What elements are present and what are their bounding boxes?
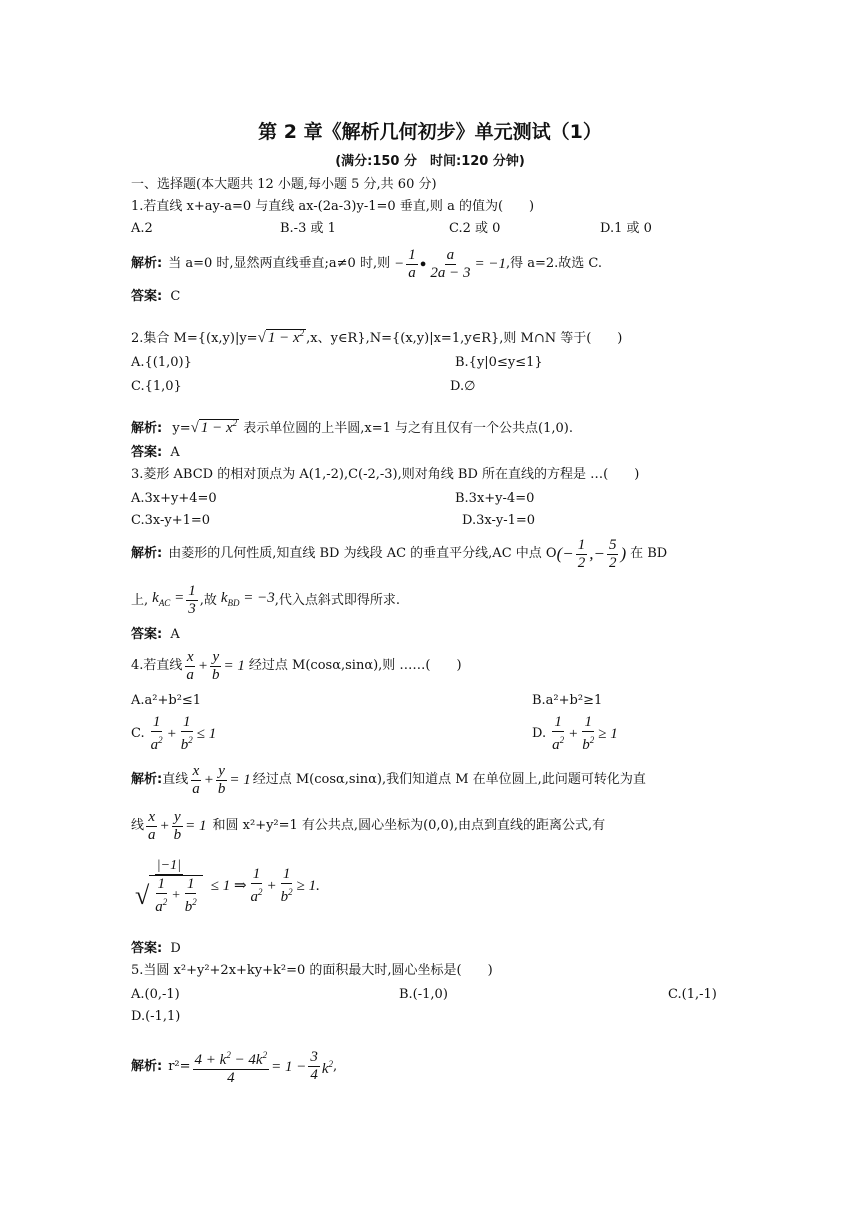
q4-stem-text-a: 4.若直线: [131, 658, 183, 673]
q3-answer: [131, 626, 180, 644]
analysis-label: 解析:: [131, 421, 163, 436]
q4-option-d-row: D. $\frac{1}{a^2}$ + $\frac{1}{b^2}$ ≥ 1: [532, 714, 618, 753]
q4-analysis-line2: 线 $\frac{x}{a}$ + $\frac{y}{b}$ = 1 和圆 x²+y²=1 有公共点,圆心坐标为(0,0),由点到直线的距离公式,有: [131, 806, 605, 846]
q4-analysis-line1: 解析: 直线 $\frac{x}{a}$ + $\frac{y}{b}$ = 1 经过点 M(cosα,sinα),我们知道点 M 在单位圆上,此问题可转化为直: [131, 760, 646, 800]
q1-analysis: 解析: 当 a=0 时,显然两直线垂直;a≠0 时,则 − $\frac{1}{a}$ ● $\frac{a}{2a - 3}$ = −1 ,得 a=2.故选 C.: [131, 244, 602, 284]
q3-stem: 3.菱形 ABCD 的相对顶点为 A(1,-2),C(-2,-3),则对角线 BD 所在直线的方程是 …( ): [131, 467, 640, 482]
q4-option-c: C.: [131, 726, 145, 741]
q1-answer: [131, 288, 180, 306]
q3-analysis-text-e: ,代入点斜式即得所求.: [274, 592, 401, 608]
q2-stem: 2.集合 M={(x,y)|y=√ $1 - x^2$ ,x、y∈R},N={(x,y)|x=1,y∈R},则 M∩N 等于( ): [131, 328, 623, 346]
q2-option-a: A.{(1,0)}: [131, 355, 192, 370]
q5-analysis: 解析: r²= $\frac{4 + k^2 - 4k^2}{4}$ = 1 − $\frac{3}{4}$ $k^2$ ,: [131, 1042, 337, 1091]
q2-option-b: B.{y|0≤y≤1}: [455, 355, 543, 370]
q5-option-d: D.(-1,1): [131, 1009, 181, 1024]
q4-stem-text-b: 经过点 M(cosα,sinα),则 ……( ): [248, 658, 462, 673]
q4-analysis-text-a: 直线: [162, 772, 189, 787]
answer-label: 答案:: [131, 445, 163, 460]
section-heading: 一、选择题(本大题共 12 小题,每小题 5 分,共 60 分): [131, 177, 437, 192]
q1-analysis-text-b: ,得 a=2.故选 C.: [505, 256, 603, 271]
q2-answer-value: A: [170, 445, 180, 460]
q3-analysis-text-d: ,故: [199, 592, 217, 608]
q2-stem-text-a: 2.集合 M={(x,y)|y=: [131, 331, 258, 346]
q4-stem: 4.若直线 $\frac{x}{a}$ + $\frac{y}{b}$ = 1 经过点 M(cosα,sinα),则 ……( ): [131, 646, 462, 686]
q2-option-d: D.∅: [450, 379, 476, 394]
q4-option-d: D.: [532, 726, 547, 741]
q2-analysis-text-a: y=: [172, 421, 191, 436]
q3-option-d: D.3x-y-1=0: [462, 513, 536, 528]
q4-analysis-text-c: 线: [131, 818, 145, 833]
q3-answer-value: A: [170, 627, 180, 642]
q5-stem: 5.当圆 x²+y²+2x+ky+k²=0 的面积最大时,圆心坐标是( ): [131, 963, 493, 978]
q3-analysis-text-c: 上,: [131, 592, 149, 608]
q3-option-c: C.3x-y+1=0: [131, 513, 211, 528]
q1-option-a: A.2: [131, 221, 153, 236]
q5-analysis-text-b: ,: [333, 1058, 338, 1074]
q4-analysis-text-b: 经过点 M(cosα,sinα),我们知道点 M 在单位圆上,此问题可转化为直: [252, 772, 646, 787]
q4-answer-value: D: [170, 941, 181, 956]
q3-option-a: A.3x+y+4=0: [131, 491, 217, 506]
q1-option-b: B.-3 或 1: [280, 221, 336, 236]
page-title: 第 2 章《解析几何初步》单元测试（1）: [258, 121, 602, 143]
q2-analysis: 解析: y=√ $1 - x^2$ 表示单位圆的上半圆,x=1 与之有且仅有一个公共点(1,0).: [131, 418, 573, 436]
q1-answer-value: C: [170, 289, 181, 304]
page-subtitle: (满分:150 分 时间:120 分钟): [335, 154, 525, 169]
q4-analysis-text-d: 和圆 x²+y²=1 有公共点,圆心坐标为(0,0),由点到直线的距离公式,有: [212, 818, 606, 833]
q2-analysis-text-b: 表示单位圆的上半圆,x=1 与之有且仅有一个公共点(1,0).: [243, 421, 573, 436]
q1-option-c: C.2 或 0: [449, 221, 501, 236]
q2-answer: [131, 444, 180, 462]
analysis-label: 解析:: [131, 772, 163, 787]
q3-analysis-text-b: 在 BD: [630, 546, 668, 561]
q3-analysis-text-a: 由菱形的几何性质,知直线 BD 为线段 AC 的垂直平分线,AC 中点 O: [168, 546, 557, 561]
answer-label: 答案:: [131, 941, 163, 956]
q4-option-b: B.a²+b²≥1: [532, 693, 603, 708]
q3-analysis-line2: 上, $k_{AC}$ = $\frac{1}{3}$ ,故 $k_{BD} = -3$ ,代入点斜式即得所求.: [131, 578, 400, 623]
analysis-label: 解析:: [131, 256, 163, 271]
q4-answer: [131, 940, 181, 958]
q5-option-c: C.(1,-1): [668, 987, 717, 1002]
q2-stem-text-b: ,x、y∈R},N={(x,y)|x=1,y∈R},则 M∩N 等于( ): [306, 331, 623, 346]
q1-option-d: D.1 或 0: [600, 221, 652, 236]
analysis-label: 解析:: [131, 546, 163, 561]
q1-stem: 1.若直线 x+ay-a=0 与直线 ax-(2a-3)y-1=0 垂直,则 a 的值为( ): [131, 199, 535, 214]
q5-option-b: B.(-1,0): [399, 987, 448, 1002]
answer-label: 答案:: [131, 627, 163, 642]
q3-option-b: B.3x+y-4=0: [455, 491, 535, 506]
q2-option-c: C.{1,0}: [131, 379, 182, 394]
q5-analysis-text-a: r²=: [168, 1058, 191, 1074]
q4-option-c-row: C. $\frac{1}{a^2}$ + $\frac{1}{b^2}$ ≤ 1: [131, 714, 217, 753]
answer-label: 答案:: [131, 289, 163, 304]
q5-option-a: A.(0,-1): [131, 987, 180, 1002]
q3-analysis-line1: 解析: 由菱形的几何性质,知直线 BD 为线段 AC 的垂直平分线,AC 中点 O (− $\frac{1}{2}$ ,− $\frac{5}{2}$ ) 在 BD: [131, 534, 667, 574]
analysis-label: 解析:: [131, 1058, 163, 1074]
q4-analysis-formula: |−1| √ $\frac{1}{a^2}$ + $\frac{1}{b^2}$ ≤ 1 ⇒ $\frac{1}{a^2}$ + $\frac{1}{b^2}$ ≥ 1.: [135, 857, 320, 915]
q1-analysis-text-a: 当 a=0 时,显然两直线垂直;a≠0 时,则: [168, 256, 391, 271]
q4-option-a: A.a²+b²≤1: [131, 693, 202, 708]
